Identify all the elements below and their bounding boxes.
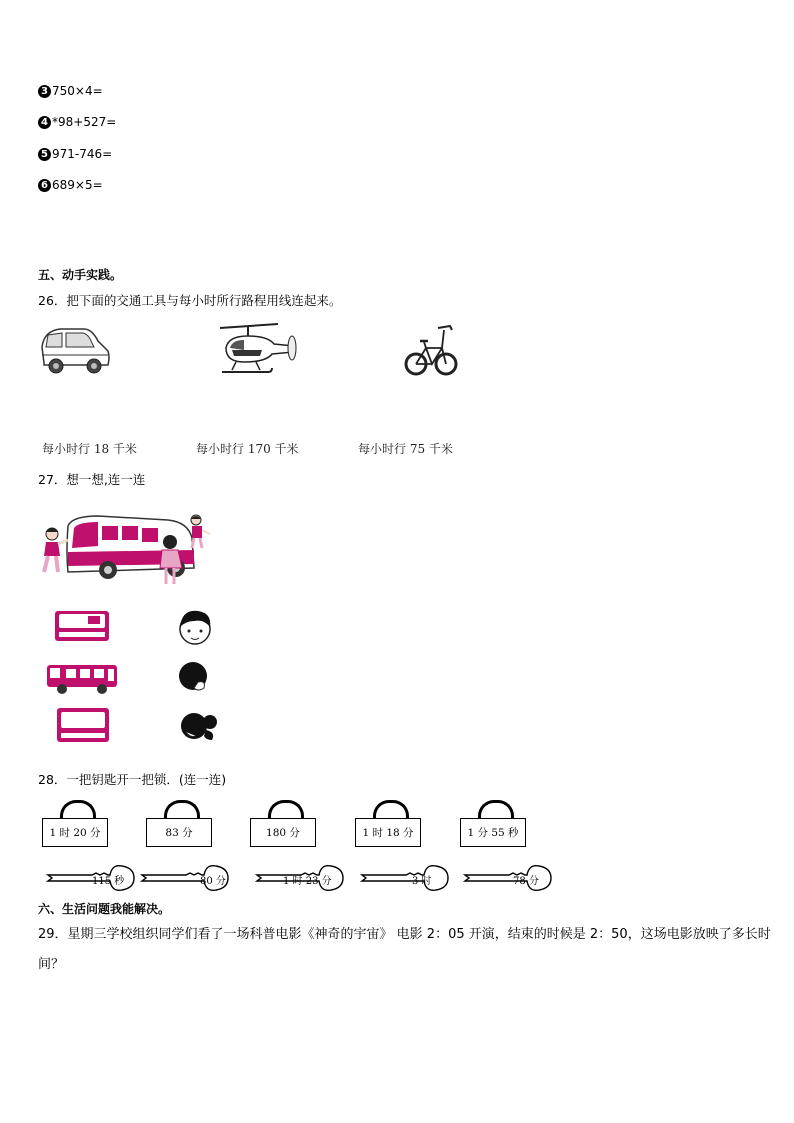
calc-item-3 [38,84,103,98]
bicycle-icon [404,320,458,380]
calc-expression: *98+527= [52,115,117,129]
lock-5 [460,800,528,848]
question-27: 27．想一想,连一连 [38,472,146,487]
lock-label: 83 分 [146,818,212,847]
key-label: 115 秒 [92,876,125,887]
circled-number: 4 [38,116,51,129]
key-2 [140,860,230,896]
calc-item-6 [38,178,103,192]
key-label: 1 时 23 分 [283,876,332,887]
boy-front-head-icon [176,607,214,647]
bus-back-view-icon [56,707,110,743]
bus-scene-illustration [38,512,212,588]
boy-back-head-icon [176,658,210,694]
key-shape-icon [360,860,450,896]
key-label: 3 时 [412,876,432,887]
lock-3 [250,800,318,848]
lock-1 [42,800,110,848]
question-28: 28．一把钥匙开一把锁．(连一连) [38,772,227,787]
question-26: 26．把下面的交通工具与每小时所行路程用线连起来。 [38,293,342,308]
question-29: 29．星期三学校组织同学们看了一场科普电影《神奇的宇宙》 电影 2：05 开演，结束的时候是 2：50，这场电影放映了多长时间？ [38,927,771,972]
calc-item-4 [38,115,116,129]
car-icon [38,323,112,377]
circled-number: 3 [38,85,51,98]
helicopter-icon [218,320,300,380]
speed-label-2: 每小时行 170 千米 [196,442,299,456]
bus-front-view-icon [54,610,110,642]
calc-expression: 971-746= [52,147,113,161]
section-heading-5: 五、动手实践。 [38,268,123,282]
lock-4 [355,800,423,848]
key-5 [463,860,553,896]
key-3 [255,860,345,896]
lock-label: 1 时 18 分 [355,818,421,847]
key-label: 80 分 [200,876,226,887]
speed-label-3: 每小时行 75 千米 [358,442,453,456]
lock-label: 180 分 [250,818,316,847]
section-heading-6: 六、生活问题我能解决。 [38,902,171,916]
lock-2 [146,800,214,848]
circled-number: 5 [38,148,51,161]
calc-expression: 750×4= [52,84,103,98]
girl-back-head-icon [178,706,220,742]
lock-label: 1 时 20 分 [42,818,108,847]
circled-number: 6 [38,179,51,192]
speed-label-1: 每小时行 18 千米 [42,442,137,456]
bus-side-view-icon [46,661,118,695]
key-4 [360,860,450,896]
calc-item-5 [38,147,112,161]
key-1 [46,860,136,896]
key-shape-icon [463,860,553,896]
key-label: 78 分 [513,876,539,887]
calc-expression: 689×5= [52,178,103,192]
lock-label: 1 分 55 秒 [460,818,526,847]
